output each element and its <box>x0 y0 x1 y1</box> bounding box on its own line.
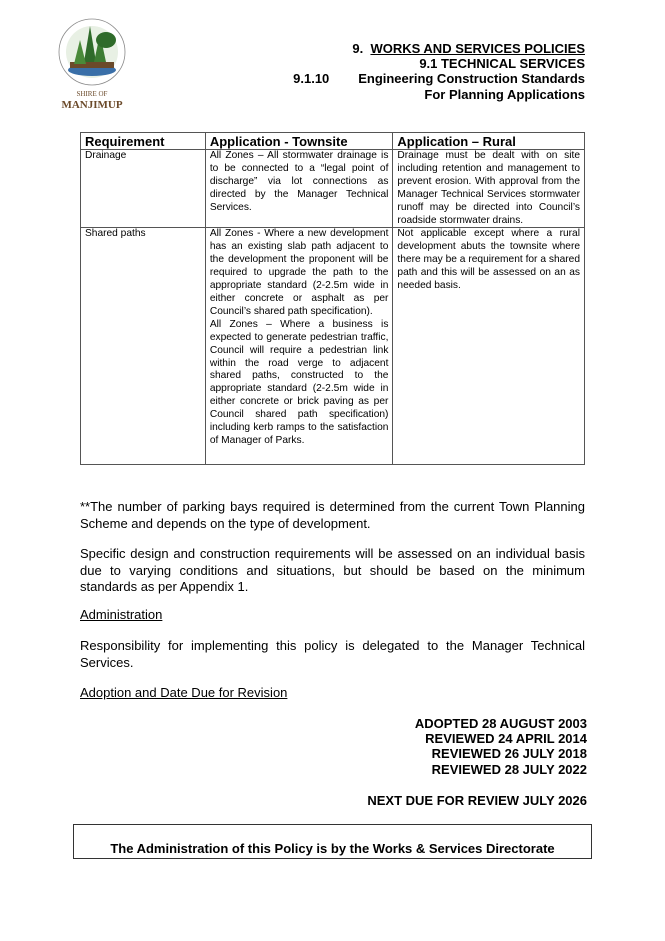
section-title: WORKS AND SERVICES POLICIES <box>370 41 585 56</box>
requirement-cell: Drainage <box>81 150 206 228</box>
townsite-cell: All Zones – All stormwater drainage is to be connected to a “legal point of discharge” via lot connections as directed by the Manager Technical Services. <box>205 150 393 228</box>
requirements-table <box>80 132 585 465</box>
townsite-paragraph: All Zones – Where a business is expected to generate pedestrian traffic, Council will require a pedestrian link within the road verge to adjacent shared paths, constructed to the appropriate standard (2-2.5m wide in either concrete or brick paving as per Council shared path specification) including kerb ramps to the satisfaction of Manager of Parks. <box>209 318 389 446</box>
policy-number: 9.1.10 <box>293 71 330 86</box>
adopted-date: ADOPTED 28 AUGUST 2003 <box>414 716 587 731</box>
rural-cell: Not applicable except where a rural development abuts the townsite where there may be a requirement for a shared path and this will be assessed on an as needed basis. <box>393 228 585 465</box>
section-number: 9. <box>352 41 364 56</box>
townsite-cell <box>205 228 393 465</box>
design-note: Specific design and construction requirements will be assessed on an individual basis due to varying conditions and situations, but should be based on the minimum standards as per Appendix 1. <box>80 546 585 594</box>
column-header: Application – Rural <box>393 133 585 150</box>
reviewed-date: REVIEWED 26 JULY 2018 <box>431 746 587 761</box>
reviewed-date: REVIEWED 24 APRIL 2014 <box>425 731 587 746</box>
logo-text-main: MANJIMUP <box>61 99 123 110</box>
parking-note: **The number of parking bays required is determined from the current Town Planning Scheme and depends on the type of development. <box>80 499 585 531</box>
logo-text-top: SHIRE OF <box>76 90 108 98</box>
footer-box <box>73 824 592 859</box>
policy-heading <box>293 71 585 86</box>
policy-title-line-2: For Planning Applications <box>424 87 585 102</box>
shire-logo <box>54 10 134 110</box>
footer-text: The Administration of this Policy is by the Works & Services Directorate <box>110 841 555 856</box>
next-review-date: NEXT DUE FOR REVIEW JULY 2026 <box>367 793 587 808</box>
rural-cell: Drainage must be dealt with on site including retention and management to prevent erosion. With approval from the Manager Technical Services stormwater runoff may be directed into Council’s roadside stormwater drains. <box>393 150 585 228</box>
administration-heading: Administration <box>80 607 163 622</box>
adoption-heading: Adoption and Date Due for Revision <box>80 685 288 700</box>
table-header-row <box>81 133 585 150</box>
policy-title-line-1: Engineering Construction Standards <box>358 71 585 86</box>
shire-logo-emblem <box>54 10 134 110</box>
table-row <box>81 150 585 228</box>
column-header: Requirement <box>81 133 206 150</box>
administration-text: Responsibility for implementing this policy is delegated to the Manager Technical Services. <box>80 638 585 670</box>
subsection-heading: 9.1 TECHNICAL SERVICES <box>419 56 585 71</box>
column-header: Application - Townsite <box>205 133 393 150</box>
requirement-cell: Shared paths <box>81 228 206 465</box>
townsite-paragraph: All Zones - Where a new development has an existing slab path adjacent to the development the proponent will be required to upgrade the path to the appropriate standard (2-2.5m wide in either concrete or asphalt as per Council’s shared path specification). <box>209 228 389 317</box>
section-heading <box>352 41 585 56</box>
table-row <box>81 228 585 465</box>
reviewed-date: REVIEWED 28 JULY 2022 <box>431 762 587 777</box>
